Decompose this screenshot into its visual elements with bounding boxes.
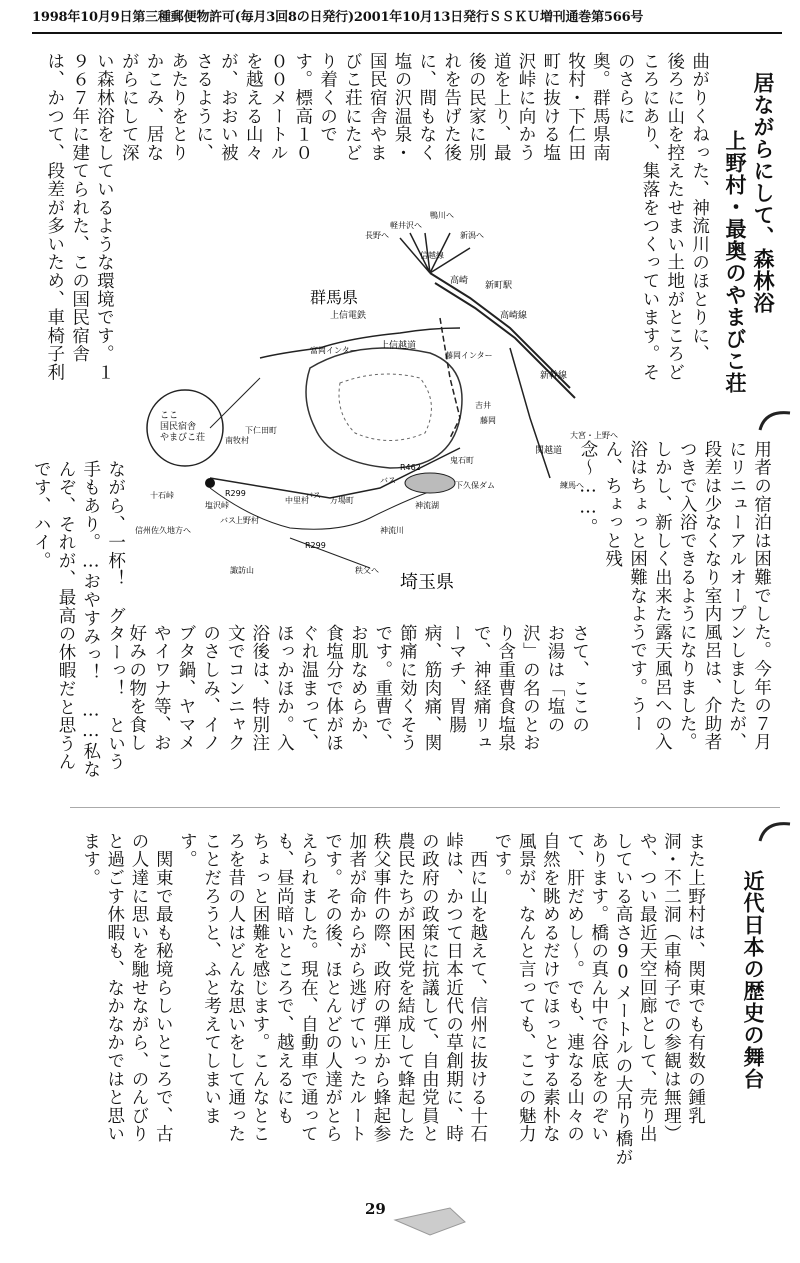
article1-middle-column: ーマチ、胃腸 [446, 624, 467, 734]
article1-upper-column: びこ荘にたど [342, 52, 363, 162]
map-label-fuji: 藤岡 [480, 416, 496, 425]
article2-column: 自然を眺めるだけでほっとする素朴な [540, 832, 561, 1144]
article1-upper-column: 後の民家に別 [466, 52, 487, 162]
article1-headline-line1: 居ながらにして、森林浴 [751, 72, 775, 314]
article1-middle-column: 節痛に効くそう [397, 624, 418, 753]
page-number: 29 [365, 1200, 386, 1218]
article1-upper-column: れを告げた後 [441, 52, 462, 162]
article1-upper-column: 塩の沢温泉・ [391, 52, 412, 162]
article2-column: の人達に思いを馳せながら、のんびり [128, 832, 149, 1144]
article1-right-column: 用者の宿泊は困難でした。今年の７月 [751, 440, 772, 752]
section-divider [70, 807, 780, 808]
article2-column: ろを昔の人はどんな思いをして通った [225, 832, 246, 1144]
article1-right-column: 念〜……。 [577, 440, 598, 537]
article1-upper-column: が、おおい被 [218, 52, 239, 162]
article2-column: ちょっと困難を感じます。こんなとこ [249, 832, 270, 1144]
article1-upper-column: 国民宿舎やま [367, 52, 388, 162]
map-label-omiya: 大宮・上野へ [570, 431, 618, 440]
map-label-takasaki: 高崎 [450, 276, 469, 286]
route-map [130, 178, 628, 616]
map-label-jubuko: 十石峠 [150, 491, 174, 500]
article1-middle-column: ぐれ温まって、 [298, 624, 319, 753]
article1-right-column: 段差は少なくなり室内風呂は、介助者 [701, 440, 722, 752]
map-label-shimokubo: 下久保ダム [455, 481, 495, 490]
article1-upper-column: 後ろに山を控えたせまい土地がところど [664, 52, 685, 382]
map-label-r299b: R299 [305, 541, 326, 550]
article1-right-column: 浴はちょっと困難なようです。うー [627, 440, 648, 733]
map-label-niigata: 新潟へ [460, 231, 484, 240]
map-label-bus2: バス [305, 491, 321, 500]
article1-middle-column: さて、ここの [569, 624, 590, 734]
article1-upper-column: あたりをとり [168, 52, 189, 162]
article1-right-column: しかし、新しく出来た露天風呂への入 [652, 440, 673, 752]
article1-right-column: つきで入浴できるようになりました。 [677, 440, 698, 752]
article2-column: また上野村は、関東でも有数の鍾乳 [685, 832, 706, 1125]
map-label-kanetsu: 関越道 [535, 446, 563, 456]
article2-column: て、肝だめし〜。でも、連なる山々の [564, 832, 585, 1144]
article1-upper-column: り着くので [317, 52, 338, 144]
map-label-kamo: 鴨川へ [430, 211, 454, 220]
article1-middle-column: ほっかほか。入 [274, 624, 295, 753]
article1-left-column: です、ハイ。 [31, 460, 52, 570]
article1-middle-column: やイワナ等、お [151, 624, 172, 753]
article2-column: ます。 [80, 832, 101, 887]
map-label-kannagawa: 神流湖 [415, 501, 439, 510]
map-label-shinkansen: 新幹線 [540, 371, 568, 381]
article2-headline: 近代日本の歴史の舞台 [741, 870, 765, 1090]
article2-column: や、つい最近天空回廊として、売り出 [637, 832, 658, 1144]
article1-upper-column: 町に抜ける塩 [540, 52, 561, 162]
map-label-shinmachi: 新町駅 [485, 281, 513, 291]
article1-upper-column: す。標高１０ [292, 52, 313, 162]
article1-upper-column: さるように、 [193, 52, 214, 162]
article1-upper-column: 曲がりくねった、神流川のほとりに、 [689, 52, 710, 364]
map-label-bus3: バス [380, 476, 396, 485]
map-label-takasaki-line: 高崎線 [500, 311, 528, 321]
article1-upper-column: は、かつて、段差が多いため、車椅子利 [44, 52, 65, 382]
article1-middle-column: お肌なめらか、 [348, 624, 369, 753]
article1-left-column: んぞ、それが、最高の休暇だと思うん [55, 460, 76, 772]
article1-middle-column: 浴後は、特別注 [249, 624, 270, 753]
map-label-bus1: バス [220, 516, 236, 525]
article2-column: あります。橋の真ん中で谷底をのぞい [588, 832, 609, 1144]
article2-column: 関東で最も秘境らしいところで、古 [153, 832, 174, 1144]
article2-column: 風景が、なんと言っても、ここの魅力 [516, 832, 537, 1144]
page-arrow-icon [390, 1200, 470, 1240]
map-label-onishi: 鬼石町 [450, 456, 474, 465]
publication-header: 1998年10月9日第三種郵便物許可(毎月3回8の日発行)2001年10月13日発行ＳＳＫＵ増刊通巻第566号 [32, 6, 782, 34]
map-label-saitama: 埼玉県 [400, 572, 454, 593]
map-label-kokumin: ここ国民宿舎やまびこ荘 [160, 411, 206, 443]
article1-upper-column: 道を上り、最 [491, 52, 512, 162]
article1-upper-column: のさらに [615, 52, 636, 126]
article1-middle-column: 好みの物を食し [126, 624, 147, 753]
map-label-joshin: 上信電鉄 [330, 311, 367, 321]
article2-column: ことだろうと、ふと考えてしまいま [201, 832, 222, 1125]
article1-headline-line2: 上野村・最奥のやまびこ荘 [723, 130, 747, 394]
article2-column: と過ごす休暇も、なかなかではと思い [104, 832, 125, 1144]
map-label-karuizawa: 軽井沢へ [390, 221, 422, 230]
article1-right-column: ん、ちょっと残 [602, 440, 623, 569]
article1-middle-column: 沢」の名のとお [520, 624, 541, 753]
article1-upper-column: を越える山々 [243, 52, 264, 162]
bracket-ornament-icon [755, 405, 795, 435]
article2-column: です。 [491, 832, 512, 887]
map-label-tomioka: 富岡インター [310, 346, 358, 355]
article1-upper-column: に、間もなく [416, 52, 437, 162]
article1-middle-column: 病、筋肉痛、関 [421, 624, 442, 753]
article1-middle-column: ブタ鍋、ヤマメ [175, 624, 196, 753]
map-label-nagano: 長野へ [365, 231, 389, 240]
article1-upper-column: 牧村・下仁田 [565, 52, 586, 162]
map-label-kanetsu-end: 練馬へ [560, 481, 584, 490]
map-label-shinshu-line: 信越線 [420, 251, 444, 260]
map-label-suwa: 諏訪山 [230, 566, 254, 575]
article2-column: も、昼尚暗いところで、越えるにも [274, 832, 295, 1125]
map-label-fujioka: 藤岡インター [445, 351, 493, 360]
article1-upper-column: 沢峠に向かう [515, 52, 536, 162]
article2-column: です。その後、ほとんどの人達がとら [322, 832, 343, 1144]
map-label-shinshu: 信州佐久地方へ [135, 526, 191, 535]
map-label-r462: R462 [400, 463, 421, 472]
map-label-gunma: 群馬県 [310, 288, 359, 307]
article1-upper-column: 奥。群馬県南 [590, 52, 611, 162]
article1-middle-column: のさしみ、イノ [200, 624, 221, 753]
article1-middle-column: 文でコンニャク [225, 624, 246, 753]
map-label-ueno: 上野村 [235, 516, 259, 525]
map-label-shiozawa: 塩沢峠 [205, 501, 229, 510]
article1-upper-column: ００メートル [267, 52, 288, 162]
article1-left-column: ながら、一杯！ グターっ！ という [105, 460, 126, 772]
article1-upper-column: ９６７年に建てられた、この国民宿舎 [69, 52, 90, 364]
map-label-r299a: R299 [225, 489, 246, 498]
article2-column: 峠は、かつて日本近代の草創期に、時 [443, 832, 464, 1144]
article1-middle-column: で、神経痛リュ [471, 624, 492, 753]
article1-middle-column: お湯は「塩の [544, 624, 565, 734]
map-label-nanmoku: 南牧村 [225, 436, 249, 445]
article1-upper-column: ころにあり、集落をつくっています。そ [639, 52, 660, 382]
article2-column: 秩父事件の際、政府の弾圧から蜂起参 [370, 832, 391, 1144]
article2-column: 洞・不二洞（車椅子での参観は無理） [661, 832, 682, 1144]
article1-upper-column: い森林浴をしているような環境です。１ [94, 52, 115, 382]
article1-upper-column: かこみ、居な [143, 52, 164, 162]
map-label-banba: 万場町 [330, 496, 354, 505]
article2-column: す。 [177, 832, 198, 869]
article2-column: 農民たちが困民党を結成して蜂起した [395, 832, 416, 1144]
map-label-kannaryu: 神流川 [380, 526, 404, 535]
map-label-nakasato: 中里村 [285, 496, 309, 505]
article2-column: の政府の政策に抗議して、自由党員と [419, 832, 440, 1144]
map-label-joshin-ic: 上信越道 [380, 341, 417, 351]
article1-middle-column: です。重曹で、 [372, 624, 393, 753]
article1-middle-column: り含重曹食塩泉 [495, 624, 516, 753]
article1-middle-column: 食塩分で体がほ [323, 624, 344, 753]
article1-left-column: 手もあり。…おやすみっ！ ……私な [80, 460, 101, 779]
article1-upper-column: がらにして深 [119, 52, 140, 162]
article1-right-column: にリニューアルオープンしましたが、 [726, 440, 747, 752]
bracket-ornament-icon [755, 816, 795, 846]
map-label-shimonita: 下仁田町 [245, 426, 277, 435]
map-label-chichibu: 秩父へ [355, 566, 379, 575]
map-label-yoshii: 吉井 [475, 401, 491, 410]
article2-column: 加者が命からがら逃げていったルート [346, 832, 367, 1144]
article2-column: している高さ90メートルの大吊り橋が [612, 832, 633, 1167]
article2-column: えられました。現在、自動車で通って [298, 832, 319, 1144]
article2-column: 西に山を越えて、信州に抜ける十石 [467, 832, 488, 1144]
